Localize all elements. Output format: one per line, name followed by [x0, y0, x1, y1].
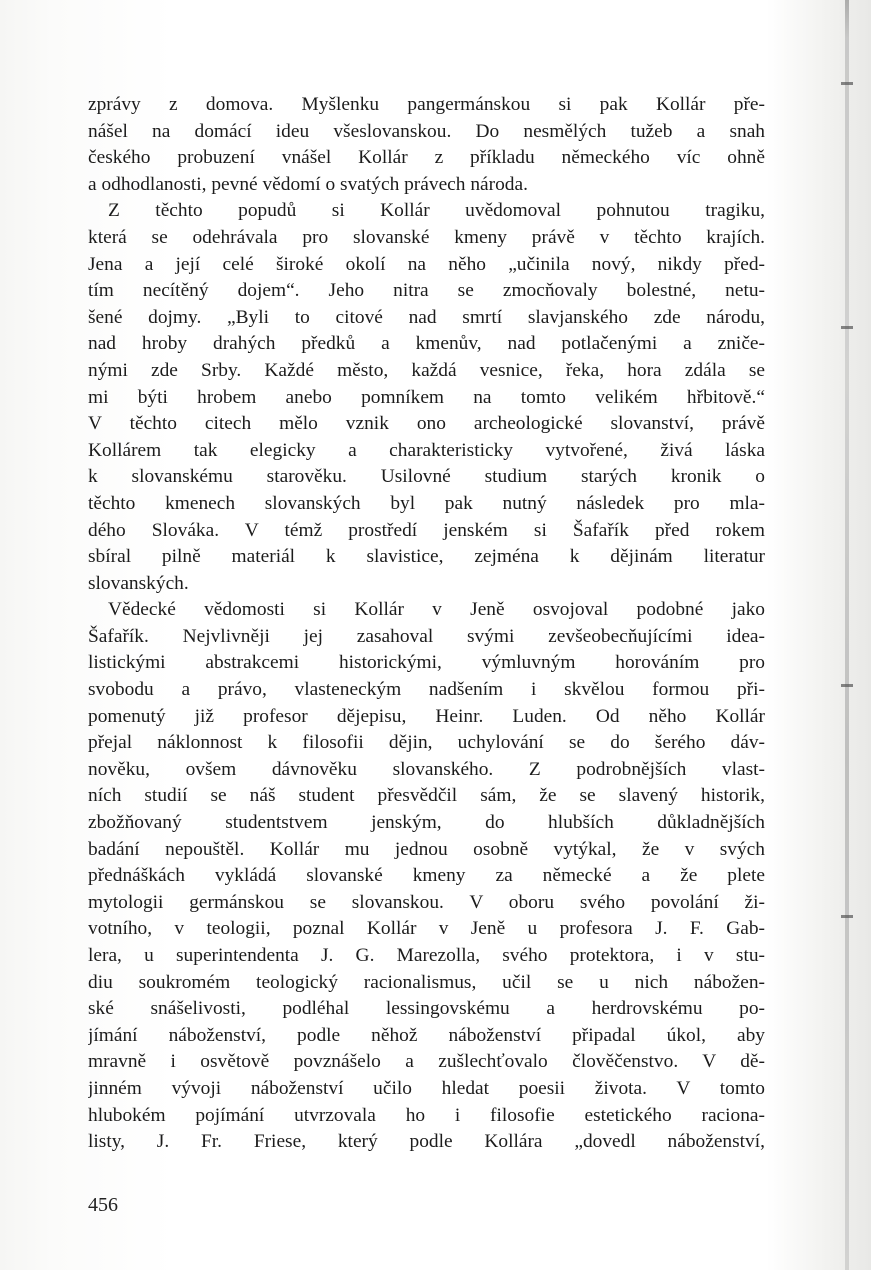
text-line: listickými abstrakcemi historickými, výmluvným horováním pro	[88, 652, 765, 674]
text-line: mravně i osvětově povznášelo a zušlechťovalo člověčenstvo. V dě-	[88, 1051, 765, 1073]
text-line: Z těchto popudů si Kollár uvědomoval pohnutou tragiku,	[108, 200, 765, 222]
binding-stitch	[841, 684, 853, 687]
text-line: slovanských.	[88, 572, 189, 594]
text-line: mytologii germánskou se slovanskou. V oboru svého povolání ži-	[88, 891, 765, 913]
text-line: Vědecké vědomosti si Kollár v Jeně osvojoval podobné jako	[108, 599, 765, 621]
text-line: Šafařík. Nejvlivněji jej zasahoval svými zevšeobecňujícími idea-	[88, 625, 765, 647]
page-number: 456	[88, 1194, 118, 1216]
book-binding-edge	[845, 0, 849, 1270]
text-line: a odhodlanosti, pevné vědomí o svatých právech národa.	[88, 173, 528, 195]
binding-stitch	[841, 82, 853, 85]
text-line: zbožňovaný studentstvem jenským, do hlubších důkladnějších	[88, 812, 765, 834]
text-line: votního, v teologii, poznal Kollár v Jeně u profesora J. F. Gab-	[88, 918, 765, 940]
text-line: pomenutý již profesor dějepisu, Heinr. Luden. Od něho Kollár	[88, 705, 765, 727]
text-line: jímání náboženství, podle něhož náboženství připadal úkol, aby	[88, 1024, 765, 1046]
text-line: ních studií se náš student přesvědčil sám, že se slavený historik,	[88, 785, 765, 807]
body-text	[88, 92, 765, 1156]
text-line: šené dojmy. „Byli to citové nad smrtí slavjanského zde národu,	[88, 306, 765, 328]
text-line: lera, u superintendenta J. G. Marezolla, svého protektora, i v stu-	[88, 945, 765, 966]
text-line: nými zde Srby. Každé město, každá vesnice, řeka, hora zdála se	[88, 359, 765, 381]
text-line: Jena a její celé široké okolí na něho „učinila nový, nikdy před-	[88, 253, 765, 275]
text-line: přejal náklonnost k filosofii dějin, uchylování se do šerého dáv-	[88, 732, 765, 754]
binding-stitch	[841, 326, 853, 329]
text-line: těchto kmenech slovanských byl pak nutný následek pro mla-	[88, 492, 765, 514]
text-line: sbíral pilně materiál k slavistice, zejména k dějinám literatur	[88, 546, 765, 568]
text-line: dého Slováka. V témž prostředí jenském si Šafařík před rokem	[88, 519, 765, 541]
text-line: badání nepouštěl. Kollár mu jednou osobně vytýkal, že v svých	[88, 838, 765, 860]
text-line: jinném vývoji náboženství učilo hledat poesii života. V tomto	[88, 1077, 765, 1099]
text-line: českého probuzení vnášel Kollár z příkladu německého víc ohně	[88, 147, 765, 169]
text-line: k slovanskému starověku. Usilovné studium starých kronik o	[88, 466, 765, 488]
text-line: listy, J. Fr. Friese, který podle Kollára „dovedl náboženství,	[88, 1131, 765, 1153]
binding-stitch	[841, 915, 853, 918]
text-line: nověku, ovšem dávnověku slovanského. Z podrobnějších vlast-	[88, 758, 765, 780]
text-line: diu soukromém teologický racionalismus, učil se u nich nábožen-	[88, 971, 765, 993]
text-line: nášel na domácí ideu všeslovanskou. Do nesmělých tužeb a snah	[88, 120, 765, 142]
text-line: přednáškách vykládá slovanské kmeny za německé a že plete	[88, 865, 765, 887]
text-line: Kollárem tak elegicky a charakteristicky vytvořené, živá láska	[88, 439, 765, 461]
text-line: svobodu a právo, vlasteneckým nadšením i skvělou formou při-	[88, 679, 765, 701]
text-line: zprávy z domova. Myšlenku pangermánskou si pak Kollár pře-	[88, 94, 765, 115]
text-line: hlubokém pojímání utvrzovala ho i filosofie estetického raciona-	[88, 1104, 765, 1126]
text-line: V těchto citech mělo vznik ono archeologické slovanství, právě	[88, 413, 765, 435]
text-line: mi býti hrobem anebo pomníkem na tomto velikém hřbitově.“	[88, 386, 765, 408]
text-line: ské snášelivosti, podléhal lessingovskému a herdrovskému po-	[88, 998, 765, 1020]
text-line: nad hroby drahých předků a kmenův, nad potlačenými a zniče-	[88, 333, 765, 355]
text-line: která se odehrávala pro slovanské kmeny právě v těchto krajích.	[88, 226, 765, 248]
text-line: tím necítěný dojem“. Jeho nitra se zmocňovaly bolestné, netu-	[88, 280, 765, 302]
